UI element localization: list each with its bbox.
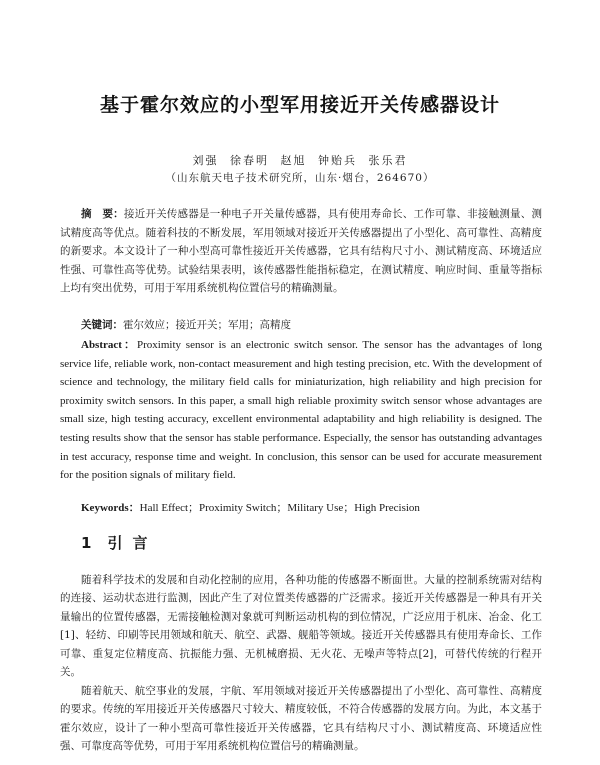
section-heading <box>81 532 157 553</box>
author-list: 刘强 徐春明 赵旭 钟贻兵 张乐君 <box>192 154 408 167</box>
affiliation: （山东航天电子技术研究所，山东·烟台，264670） <box>165 172 435 184</box>
abstract-english-label: Abstract： <box>81 339 137 351</box>
keywords-english-text: Hall Effect；Proximity Switch；Military Use；High Precision <box>139 502 420 514</box>
body-paragraph: 随着科学技术的发展和自动化控制的应用，各种功能的传感器不断面世。大量的控制系统需对结构的连接、运动状态进行监测，因此产生了对位置类传感器的广泛需求。接近开关传感器是一种具有开关量输出的位置传感器，无需接触检测对象就可判断运动机构的到位情况，广泛应用于机床、冶金、化工[1]、轻纺、印刷等民用领域和航天、航空、武器、舰船等领域。接近开关传感器具有使用寿命长、工作可靠、重复定位精度高、抗振能力强、无机械磨损、无火花、无噪声等特点[2]，可替代传统的行程开关。 <box>60 574 542 679</box>
keywords-chinese-text: 霍尔效应；接近开关；军用；高精度 <box>123 319 291 331</box>
section-title: 引言 <box>107 534 158 552</box>
abstract-chinese-label: 摘 要： <box>81 208 124 220</box>
keywords-english-label: Keywords： <box>81 502 140 514</box>
abstract-chinese-text: 接近开关传感器是一种电子开关量传感器，具有使用寿命长、工作可靠、非接触测量、测试精度高等优点。随着科技的不断发展，军用领域对接近开关传感器提出了小型化、高可靠性、高精度的新要求。本文设计了一种小型高可靠性接近开关传感器，它具有结构尺寸小、测试精度高、环境适应性强、可靠性高等优势。试验结果表明，该传感器性能指标稳定，在测试精度、响应时间、重量等指标上均有突出优势，可用于军用系统机构位置信号的精确测量。 <box>60 208 542 295</box>
body-paragraph: 随着航天、航空事业的发展，宇航、军用领域对接近开关传感器提出了小型化、高可靠性、高精度的要求。传统的军用接近开关传感器尺寸较大、精度较低，不符合传感器的发展方向。为此，本文基于霍尔效应，设计了一种小型高可靠性接近开关传感器，它具有结构尺寸小、测试精度高、环境适应性强、可靠度高等优势，可用于军用系统机构位置信号的精确测量。 <box>60 685 542 753</box>
keywords-chinese <box>81 316 541 334</box>
section-number: 1 <box>81 534 92 552</box>
keywords-chinese-label: 关键词： <box>81 319 123 331</box>
abstract-english-text: Proximity sensor is an electronic switch sensor. The sensor has the advantages of long service life, reliable work, non-contact measurement and high testing precision, etc. With the development of science and technology, the military field calls for miniaturization, high reliability and high precision for proximity switch sensors. In this paper, a small high reliable proximity switch sensor whose advantages are small size, high testing accuracy, excellent environmental adaptability and high reliability is designed. The testing results show that the sensor has stable performance. Especially, the sensor has outstanding advantages in test accuracy, response time and weight. In conclusion, this sensor can be used for accurate measurement for the position signals of military field. <box>60 339 543 482</box>
abstract-english <box>60 336 542 485</box>
paper-title: 基于霍尔效应的小型军用接近开关传感器设计 <box>99 94 500 116</box>
abstract-chinese <box>60 205 542 298</box>
keywords-english <box>81 499 541 517</box>
